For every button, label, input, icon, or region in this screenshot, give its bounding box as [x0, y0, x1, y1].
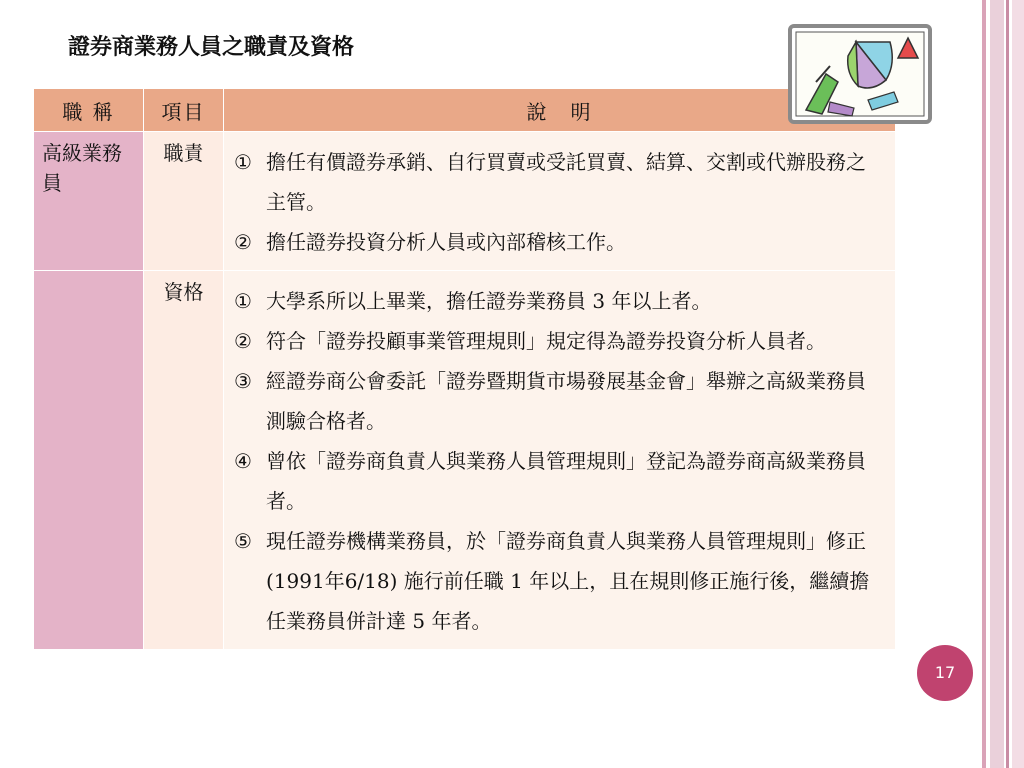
- item-text: 擔任有價證券承銷、自行買賣或受託買賣、結算、交割或代辦股務之主管。: [266, 150, 866, 214]
- item-text: 擔任證券投資分析人員或內部稽核工作。: [266, 230, 626, 254]
- header-description: 說 明: [224, 89, 896, 132]
- item-text: 曾依「證券商負責人與業務人員管理規則」登記為證券商高級業務員者。: [266, 449, 866, 513]
- item-marker: ①: [234, 150, 252, 174]
- list-item: [234, 222, 881, 262]
- header-title: 職 稱: [34, 89, 144, 132]
- table-header-row: [34, 89, 896, 132]
- item-text: 符合「證券投顧事業管理規則」規定得為證券投資分析人員者。: [266, 329, 826, 353]
- list-item: [234, 281, 881, 321]
- page-number-badge: 17: [917, 645, 973, 701]
- item-marker: ③: [234, 369, 252, 393]
- row-description: [224, 271, 896, 650]
- item-marker: ②: [234, 329, 252, 353]
- row-description: [224, 132, 896, 271]
- item-text: 現任證券機構業務員，於「證券商負責人與業務人員管理規則」修正 (1991年6/18) 施行前任職 1 年以上，且在規則修正施行後，繼續擔任業務員併計達 5 年者。: [266, 529, 870, 633]
- table-row: [34, 271, 896, 650]
- item-marker: ①: [234, 289, 252, 313]
- decorative-side-stripes: [982, 0, 1024, 768]
- pie-chart-clipart-icon: [786, 22, 934, 126]
- row-title: [34, 271, 144, 650]
- item-text: 大學系所以上畢業，擔任證券業務員 3 年以上者。: [266, 289, 712, 313]
- slide-title: 證券商業務人員之職責及資格: [68, 35, 355, 60]
- table-row: [34, 132, 896, 271]
- header-item: 項目: [144, 89, 224, 132]
- item-text: 經證券商公會委託「證券暨期貨市場發展基金會」舉辦之高級業務員測驗合格者。: [266, 369, 866, 433]
- list-item: [234, 441, 881, 521]
- row-category: 資格: [144, 271, 224, 650]
- item-marker: ⑤: [234, 529, 252, 553]
- list-item: [234, 321, 881, 361]
- list-item: [234, 142, 881, 222]
- item-marker: ④: [234, 449, 252, 473]
- row-category: 職責: [144, 132, 224, 271]
- list-item: [234, 361, 881, 441]
- row-title: 高級業務員: [34, 132, 144, 271]
- duties-qualifications-table: [33, 88, 896, 650]
- list-item: [234, 521, 881, 641]
- item-marker: ②: [234, 230, 252, 254]
